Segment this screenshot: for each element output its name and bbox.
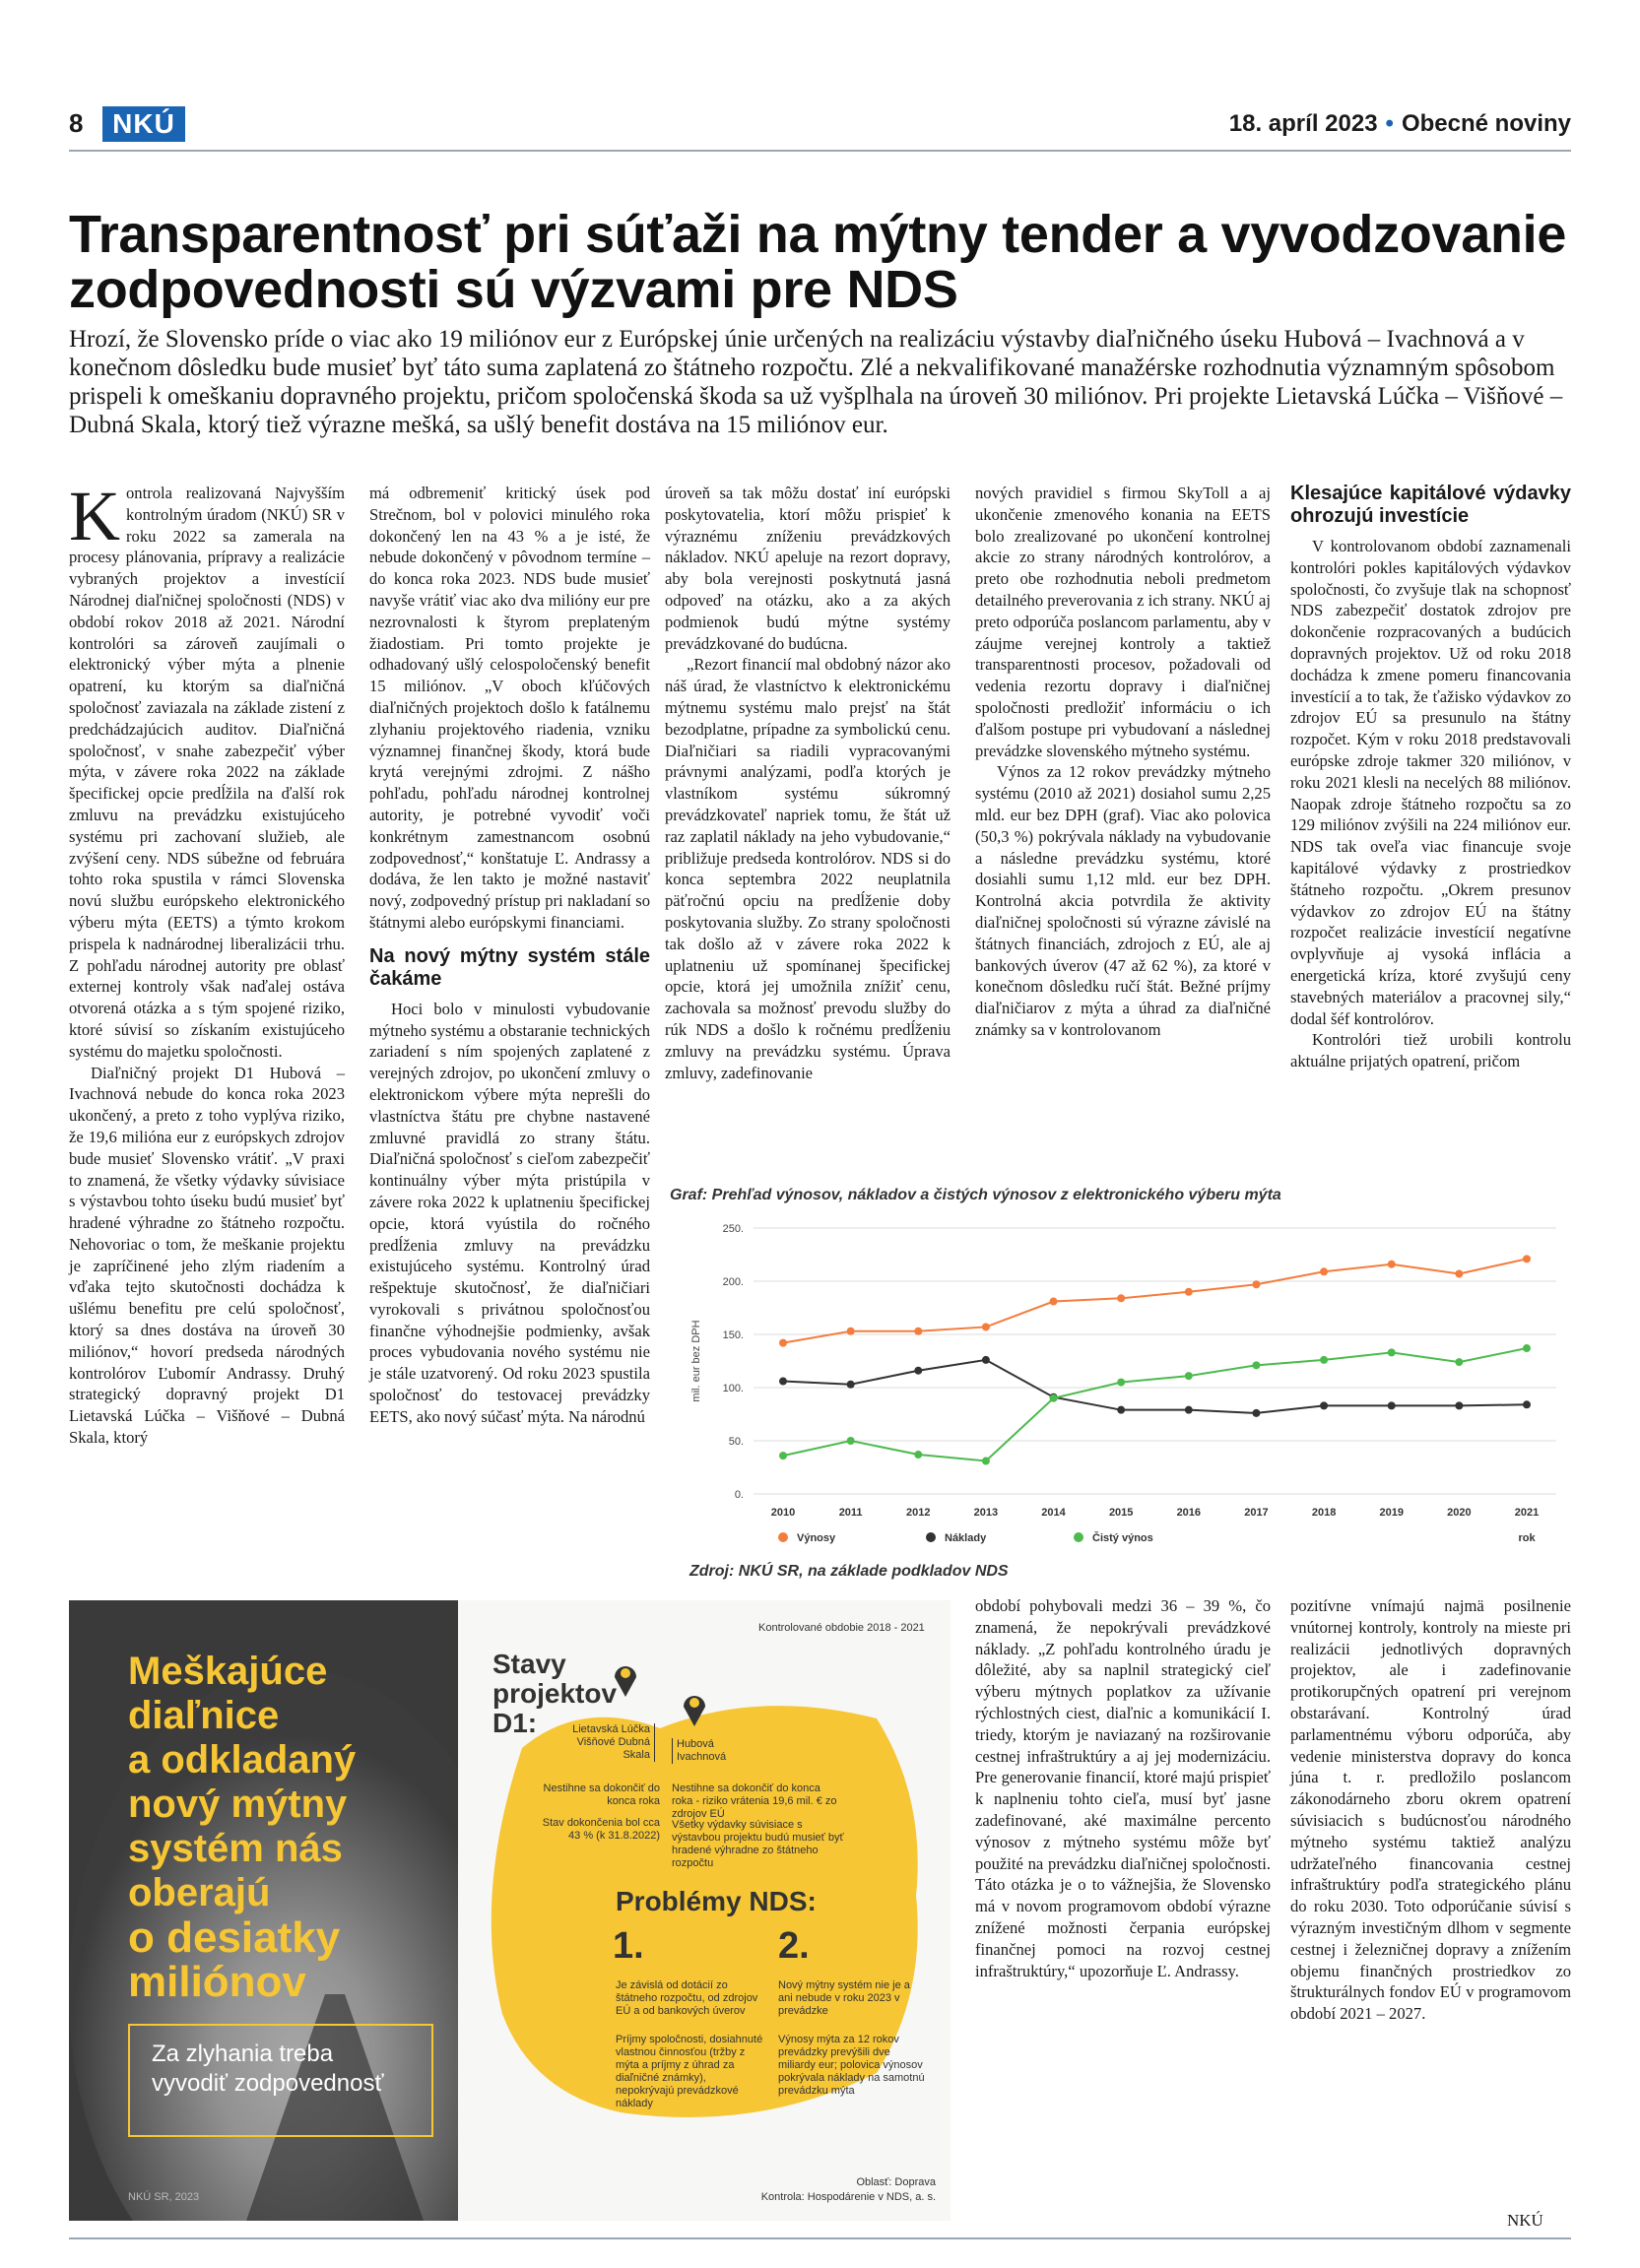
legend-label: Výnosy bbox=[797, 1532, 836, 1544]
y-axis-label: mil. eur bez DPH bbox=[690, 1320, 702, 1402]
x-tick-label: 2021 bbox=[1514, 1507, 1540, 1519]
data-point bbox=[1523, 1255, 1531, 1263]
y-tick-label: 250. bbox=[722, 1223, 744, 1235]
problems-title: Problémy NDS: bbox=[616, 1886, 817, 1916]
data-point bbox=[1050, 1298, 1058, 1306]
legend-label: Náklady bbox=[945, 1532, 987, 1544]
accountability-box: Za zlyhania treba vyvodiť zodpovednosť bbox=[128, 2024, 433, 2137]
chart-container bbox=[670, 1187, 1571, 1581]
problem-2-b: Výnosy mýta za 12 rokov prevádzky prevýšili dve miliardy eur; polovica výnosov pokrývala náklady na samotnú prevádzku mýta bbox=[778, 2034, 925, 2097]
x-tick-label: 2011 bbox=[838, 1507, 863, 1519]
data-point bbox=[1320, 1356, 1328, 1364]
data-point bbox=[779, 1378, 787, 1386]
paragraph: má odbremeniť kritický úsek pod Strečnom, bol v polovici minulého roka dokončený len na 43 % a je isté, že nebude dokončený v pôvodnom termíne – do konca roka 2023. NDS bude musieť navyše vrátiť viac ako dva milióny eur pre nezrovnalosti k štyrom preplateným žiadostiam. Pri tomto projekte je odhadovaný ušlý celospoločenský benefit 15 miliónov. „V oboch kľúčových diaľničných projektoch došlo k fatálnemu zlyhaniu projektového riadenia, vzniku významnej finančnej škody, ktorá bude krytá verejnými zdrojmi. Z nášho pohľadu, pohľadu národnej kontrolnej autority, je potrebné vyvodiť voči konkrétnym zamestnancom osobnú zodpovednosť,“ konštatuje Ľ. Andrassy a dodáva, že len takto je možné nastaviť nový, zodpovedný prístup pri nakladaní so štátnymi alebo európskymi financiami. bbox=[369, 484, 650, 932]
infographic-title: Meškajúce diaľnice a odkladaný nový mýtny systém nás oberajú o desiatky miliónov bbox=[128, 1650, 357, 2006]
paragraph: Kontrola realizovaná Najvyšším kontrolným úradom (NKÚ) SR v roku 2022 sa zamerala na procesy plánovania, prípravy a realizácie vybraných projektov a investícií Národnej diaľničnej spoločnosti (NDS) v období rokov 2018 až 2021. Národní kontrolóri sa zároveň zaujímali o elektronický výber mýta a plnenie opatrení, ku ktorým sa diaľničná spoločnosť zaviazala na základe zistení z predchádzajúcich auditov. Diaľničná spoločnosť, v snahe zabezpečiť výber mýta, v závere roka 2022 na základe špecifickej opcie predĺžila na ďalší rok zmluvu na prevádzku existujúceho systému pri zachovaní služieb, ale zvýšení ceny. NDS súbežne od februára tohto roka spustila v rámci Slovenska novú službu európskeho elektronického výberu mýta (EETS) a týmto krokom prispela k nadnárodnej liberalizácii trhu. Z pohľadu národnej autority pre oblasť externej kontroly však naďalej ostáva otvorená otázka a s tým spojené riziko, ktoré súvisí so získaním existujúceho systému do majetku spoločnosti. bbox=[69, 477, 345, 1061]
paragraph: nových pravidiel s firmou SkyToll a aj ukončenie zmenového konania na EETS bolo zrealizované po ukončení kontrolnej akcie zo strany národných kontrolórov, a preto obe rozhodnutia neboli predmetom detailného preverovania z ich strany. NKÚ aj preto odporúča poslancom parlamentu, aby v záujme verejnej kontroly a taktiež transparentnosti procesov, požadovali od vedenia rezortu dopravy i diaľničnej spoločnosti predložiť informáciu o ich ďalšom postupe pri vybudovaní a následnej prevádzke slovenského mýtneho systému. bbox=[975, 484, 1271, 760]
article-column-7 bbox=[1290, 1595, 1571, 2025]
location-pin-icon bbox=[611, 1659, 640, 1699]
data-point bbox=[1455, 1401, 1463, 1409]
data-point bbox=[779, 1452, 787, 1459]
x-tick-label: 2012 bbox=[906, 1507, 931, 1519]
infographic-credit: NKÚ SR, 2023 bbox=[128, 2191, 200, 2203]
header-rule bbox=[69, 150, 1571, 152]
project-status-title: Stavy projektov D1: bbox=[492, 1649, 618, 1738]
data-point bbox=[1050, 1394, 1058, 1402]
data-point bbox=[1117, 1379, 1125, 1387]
data-point bbox=[1523, 1400, 1531, 1408]
legend-label: Čistý výnos bbox=[1092, 1532, 1153, 1544]
paragraph: Kontrolóri tiež urobili kontrolu aktuálne prijatých opatrení, pričom bbox=[1290, 1030, 1571, 1071]
article-column-6 bbox=[975, 1595, 1271, 1981]
x-tick-label: 2018 bbox=[1311, 1507, 1337, 1519]
separator-dot: • bbox=[1385, 110, 1394, 137]
project-2-status: Nestihne sa dokončiť do konca roka - riziko vrátenia 19,6 mil. € zo zdrojov EÚ bbox=[672, 1782, 837, 1820]
domain-label: Oblasť: Doprava bbox=[856, 2176, 936, 2188]
x-tick-label: 2016 bbox=[1176, 1507, 1202, 1519]
x-tick-label: 2014 bbox=[1041, 1507, 1066, 1519]
data-point bbox=[914, 1451, 922, 1458]
drop-cap: K bbox=[69, 477, 120, 555]
problem-1-number: 1. bbox=[613, 1925, 644, 1967]
audit-label: Kontrola: Hospodárenie v NDS, a. s. bbox=[760, 2191, 936, 2203]
paragraph: Výnos za 12 rokov prevádzky mýtneho systému (2010 až 2021) dosiahol sumu 2,25 mld. eur bez DPH (graf). Viac ako polovica (50,3 %) pokrývala náklady na vybudovanie a následne prevádzku systému, ktoré dosiahli sumu 1,12 mld. eur bez DPH. Kontrolná akcia potvrdila že aktivity diaľničnej spoločnosti sú výrazne závislé na štátnych financiách, zdrojoch z EÚ, ale aj bankových úverov (47 až 62 %), za ktoré v konečnom dôsledku ručí štát. Bežné príjmy diaľničiarov z mýta a úhrad za diaľničné známky sa v kontrolovanom bbox=[975, 762, 1271, 1039]
data-point bbox=[1252, 1361, 1260, 1369]
paragraph: Diaľničný projekt D1 Hubová – Ivachnová nebude do konca roka 2023 ukončený, a preto z toho vyplýva riziko, že 19,6 milióna eur z európskych zdrojov bude musieť Slovensko vrátiť. „V praxi to znamená, že všetky výdavky súvisiace s výstavbou tohto úseku budú musieť byť hradené výhradne zo štátneho rozpočtu. Nehovoriac o tom, že meškanie projektu je zapríčinené jeho zlým riadením a vďaka tejto skutočnosti dochádza k ušlému benefitu pre celú spoločnosť, ktorý sa dnes dostáva na úroveň 30 miliónov,“ hovorí predseda národných kontrolórov Ľubomír Andrassy. Druhý strategický dopravný projekt D1 Lietavská Lúčka – Višňové – Dubná Skala, ktorý bbox=[69, 1063, 345, 1448]
paper-name: Obecné noviny bbox=[1401, 110, 1571, 137]
line-chart bbox=[670, 1208, 1571, 1563]
paragraph: „Rezort financií mal obdobný názor ako náš úrad, že vlastníctvo k elektronickému mýtnemu systému malo prejsť na štát bezodplatne, prípadne za symbolickú cenu. Diaľničiari sa riadili vypracovanými právnymi analýzami, podľa ktorých je vlastníkom systému súkromný prevádzkovateľ napriek tomu, že štát už raz zaplatil náklady na jeho vybudovanie,“ približuje predseda kontrolórov. NDS si do konca septembra 2022 neuplatnila päťročnú opciu na predĺženie doby poskytovania služby. Zo strany spoločnosti tak došlo až v závere roka 2022 k uplatneniu už spomínanej špecifickej opcie, ktorá jej umožnila znížiť cenu, zachovala sa možnosť prevodu služby do rúk NDS a došlo k ročnému predĺženiu zmluvy na prevádzku systému. Úprava zmluvy, zadefinovanie bbox=[665, 655, 951, 1082]
paragraph: pozitívne vnímajú najmä posilnenie vnútornej kontroly, kontroly na mieste pri realizácii jednotlivých dopravných projektov, ale i zadefinovanie protikorupčných opatrení pri verejnom obstarávaní. Kontrolný úrad parlamentnému výboru odporúča, aby vedenie ministerstva dopravy do konca júna t. r. predložilo poslancom zákonodárneho zboru okrem opatrení súvisiacich s budúcnosťou národného mýtneho systému taktiež analýzu udržateľného financovania cestnej infraštruktúry podľa strategického plánu do roku 2030. Toto odporúčanie súvisí s výrazným investičným dlhom v segmente cestnej i železničnej dopravy a znížením objemu finančných prostriedkov zo štrukturálnych fondov EÚ v programovom období 2021 – 2027. bbox=[1290, 1596, 1571, 2024]
footer-rule bbox=[69, 2237, 1571, 2239]
issue-date: 18. apríl 2023 bbox=[1228, 110, 1378, 137]
data-point bbox=[982, 1323, 990, 1330]
data-point bbox=[1388, 1261, 1396, 1268]
y-tick-label: 50. bbox=[728, 1436, 744, 1448]
data-point bbox=[1455, 1269, 1463, 1277]
problem-2-number: 2. bbox=[778, 1925, 810, 1967]
series-line bbox=[783, 1360, 1527, 1413]
data-point bbox=[847, 1437, 855, 1445]
legend-swatch bbox=[778, 1532, 788, 1542]
infographic bbox=[69, 1600, 951, 2221]
data-point bbox=[1185, 1406, 1193, 1414]
period-label: Kontrolované obdobie 2018 - 2021 bbox=[758, 1622, 925, 1634]
legend-swatch bbox=[1074, 1532, 1083, 1542]
article-column-2 bbox=[369, 483, 650, 1428]
data-point bbox=[1252, 1280, 1260, 1288]
data-point bbox=[1388, 1401, 1396, 1409]
article-column-1 bbox=[69, 477, 345, 1449]
data-point bbox=[1455, 1358, 1463, 1366]
x-tick-label: 2017 bbox=[1244, 1507, 1269, 1519]
article-column-5 bbox=[1290, 483, 1571, 1072]
lead-paragraph: Hrozí, že Slovensko príde o viac ako 19 miliónov eur z Európskej únie určených na realizáciu výstavby diaľničného úseku Hubová – Ivachnová a v konečnom dôsledku bude musieť byť táto suma zaplatená zo štátneho rozpočtu. Zlé a nekvalifikované manažérske rozhodnutia významným spôsobom prispeli k omeškaniu dopravného projektu, pričom spoločenská škoda sa už vyšplhala na úroveň 30 miliónov. Pri projekte Lietavská Lúčka – Višňové – Dubná Skala, ktorý tiež výrazne mešká, sa ušlý benefit dostáva na 15 miliónov eur. bbox=[69, 326, 1563, 438]
page-header bbox=[69, 106, 1571, 146]
headline: Transparentnosť pri súťaži na mýtny tender a vyvodzovanie zodpovednosti sú výzvami pre NDS bbox=[69, 205, 1567, 319]
project-2-budget: Všetky výdavky súvisiace s výstavbou projektu budú musieť byť hradené výhradne zo štátneho rozpočtu bbox=[672, 1819, 844, 1869]
data-point bbox=[1320, 1267, 1328, 1275]
x-tick-label: 2010 bbox=[770, 1507, 796, 1519]
article-column-3 bbox=[665, 483, 951, 1083]
data-point bbox=[1523, 1344, 1531, 1352]
y-tick-label: 0. bbox=[734, 1489, 744, 1501]
data-point bbox=[1117, 1294, 1125, 1302]
location-pin-icon bbox=[680, 1689, 709, 1728]
x-tick-label: 2019 bbox=[1379, 1507, 1404, 1519]
article-column-4 bbox=[975, 483, 1271, 1041]
data-point bbox=[1117, 1406, 1125, 1414]
problem-2-a: Nový mýtny systém nie je a ani nebude v roku 2023 v prevádzke bbox=[778, 1979, 910, 2017]
data-point bbox=[1185, 1288, 1193, 1296]
x-tick-label: 2013 bbox=[973, 1507, 999, 1519]
signoff: NKÚ bbox=[1507, 2211, 1543, 2230]
project-1-progress: Stav dokončenia bol cca 43 % (k 31.8.2022) bbox=[542, 1817, 660, 1842]
paragraph: V kontrolovanom období zaznamenali kontrolóri pokles kapitálových výdavkov spoločnosti, čo zvyšuje tlak na schopnosť NDS zabezpečiť dostatok zdrojov pre dokončenie rozpracovaných a budúcich dopravných projektov. Už od roku 2018 dochádza k zmene pomeru financovania investícií a to tak, že ťažisko výdavkov zo zdrojov EÚ sa presunulo na štátny rozpočet. Kým v roku 2018 predstavovali európske zdroje takmer 320 miliónov, v roku 2021 klesli na necelých 88 miliónov. Naopak zdroje štátneho rozpočtu sa zo 129 miliónov zvýšili na 224 miliónov eur. NDS tak oveľa viac financuje svoje kapitálové výdavky z prostriedkov štátneho rozpočtu. „Okrem presunov výdavkov zo zdrojov EÚ na štátny rozpočet realizácie investícií negatívne ovplyvňuje aj vysoká inflácia a energetická kríza, ktoré zvyšujú ceny stavebných materiálov a pracovnej sily,“ dodal šéf kontrolórov. bbox=[1290, 537, 1571, 1028]
series-line bbox=[783, 1348, 1527, 1460]
data-point bbox=[847, 1328, 855, 1335]
problem-1-b: Príjmy spoločnosti, dosiahnuté vlastnou činnosťou (tržby z mýta a príjmy z úhrad za diaľničné známky), nepokrývajú prevádzkové náklady bbox=[616, 2034, 763, 2109]
x-tick-label: 2015 bbox=[1108, 1507, 1134, 1519]
legend-swatch bbox=[926, 1532, 936, 1542]
data-point bbox=[847, 1381, 855, 1389]
project-1-status: Nestihne sa dokončiť do konca roka bbox=[543, 1782, 660, 1807]
data-point bbox=[779, 1339, 787, 1347]
data-point bbox=[914, 1328, 922, 1335]
x-axis-label: rok bbox=[1518, 1532, 1536, 1544]
series-line bbox=[783, 1259, 1527, 1342]
project-2-name: Hubová Ivachnová bbox=[672, 1738, 751, 1764]
paragraph: Hoci bolo v minulosti vybudovanie mýtneho systému a obstaranie technických zariadení s ním spojených zaplatené z verejných zdrojov, po ukončení zmluvy o elektronickom výbere mýta neprešli do vlastníctva štátu pre chybne nastavené zmluvné pravidlá zo strany štátu. Diaľničná spoločnosť s cieľom zabezpečiť kontinuálny výber mýta pristúpila v závere roka 2022 k uplatneniu špecifickej opcie, ktorá vyústila do ročného predĺženia zmluvy na prevádzku existujúceho systému. Kontrolný úrad rešpektuje skutočnosť, že diaľničiari vyrokovali s privátnou spoločnosťou finančne výhodnejšie podmienky, avšak proces vybudovania nového systému nie je stále uzatvorený. Od roku 2023 spustila spoločnosť do testovacej prevádzky EETS, ako nový súčasť mýta. Na národnú bbox=[369, 999, 650, 1426]
data-point bbox=[982, 1458, 990, 1465]
paragraph: úroveň sa tak môžu dostať iní európski poskytovatelia, ktorí môžu prispieť k výraznému zníženiu prevádzkových nákladov. NKÚ apeluje na rezort dopravy, aby bola verejnosti poskytnutá jasná odpoveď na otázku, ako a za akých podmienok budú mýtne systémy prevádzkované do budúcna. bbox=[665, 484, 951, 653]
data-point bbox=[1185, 1372, 1193, 1380]
page-number: 8 bbox=[69, 108, 84, 138]
y-tick-label: 100. bbox=[722, 1383, 744, 1394]
x-tick-label: 2020 bbox=[1447, 1507, 1472, 1519]
issue-info bbox=[1229, 110, 1571, 138]
data-point bbox=[1252, 1409, 1260, 1417]
subheading: Na nový mýtny systém stále čakáme bbox=[369, 944, 650, 990]
data-point bbox=[1388, 1348, 1396, 1356]
paragraph: období pohybovali medzi 36 – 39 %, čo znamená, že nepokrývali prevádzkové náklady. „Z pohľadu kontrolného úradu je dôležité, aby sa naplnil strategický cieľ výberu mýtnych poplatkov za užívanie rýchlostných ciest, diaľnic a komunikácií I. triedy, ktorým je naviazaný na rozširovanie cestnej infraštruktúry a aj jej modernizáciu. Pre generovanie financií, ktoré majú prispieť k naplneniu tohto cieľa, musí byť jasne zadefinované, aké maximálne percento výnosov z mýtneho systému môže byť použité na prevádzku diaľničnej spoločnosti. Táto otázka je o to vážnejšia, že Slovensko má v novom programovom období výrazne znížené možnosti čerpania európskej finančnej pomoci na rozvoj cestnej infraštruktúry,“ upozorňuje Ľ. Andrassy. bbox=[975, 1596, 1271, 1980]
y-tick-label: 200. bbox=[722, 1276, 744, 1288]
chart-title: Graf: Prehľad výnosov, nákladov a čistých výnosov z elektronického výberu mýta bbox=[670, 1187, 1281, 1203]
subheading: Klesajúce kapitálové výdavky ohrozujú investície bbox=[1290, 483, 1571, 527]
data-point bbox=[914, 1367, 922, 1375]
chart-source: Zdroj: NKÚ SR, na základe podkladov NDS bbox=[689, 1563, 1009, 1580]
problem-1-a: Je závislá od dotácií zo štátneho rozpočtu, od zdrojov EÚ a od bankových úverov bbox=[616, 1979, 758, 2017]
nku-logo: NKÚ bbox=[102, 106, 185, 142]
y-tick-label: 150. bbox=[722, 1329, 744, 1341]
project-1-name: Lietavská Lúčka Višňové Dubná Skala bbox=[566, 1723, 655, 1762]
data-point bbox=[982, 1356, 990, 1364]
data-point bbox=[1320, 1401, 1328, 1409]
